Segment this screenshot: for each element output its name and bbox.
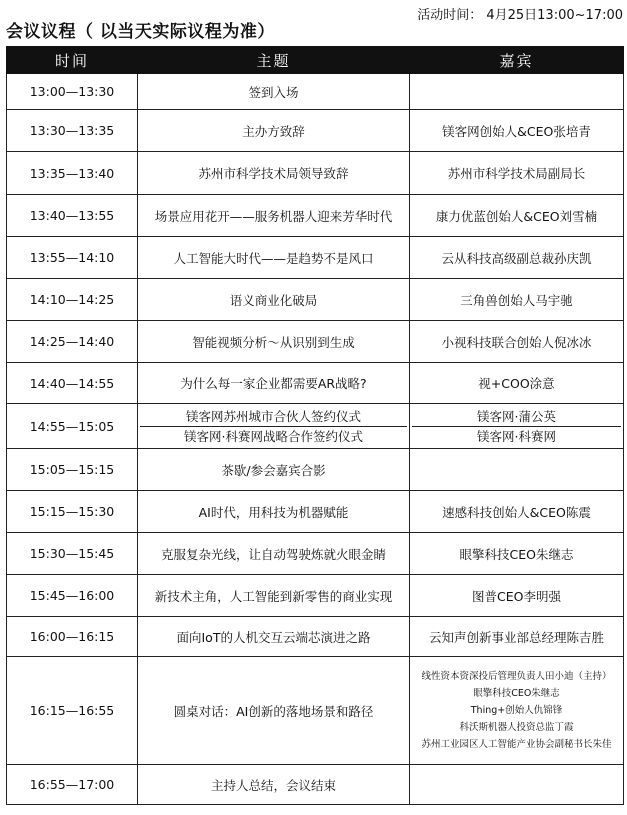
topic-cell: 智能视频分析～从识别到生成 <box>138 321 410 363</box>
table-row <box>7 617 624 657</box>
topic-cell: 苏州市科学技术局领导致辞 <box>138 152 410 195</box>
table-row <box>7 237 624 279</box>
time-cell: 14:10—14:25 <box>7 279 138 321</box>
table-row <box>7 765 624 805</box>
table-row <box>7 321 624 363</box>
panelist: Thing+创始人仇锦锋 <box>470 705 563 716</box>
topic-cell: 人工智能大时代——是趋势不是风口 <box>138 237 410 279</box>
time-cell: 14:25—14:40 <box>7 321 138 363</box>
table-row <box>7 74 624 110</box>
table-row <box>7 491 624 533</box>
topic-cell: 克服复杂光线，让自动驾驶炼就火眼金睛 <box>138 533 410 575</box>
guest-cell: 小视科技联合创始人倪冰冰 <box>410 321 624 363</box>
table-row <box>7 575 624 617</box>
time-cell: 15:15—15:30 <box>7 491 138 533</box>
panelist: 科沃斯机器人投资总监丁霞 <box>459 722 574 733</box>
column-header-topic: 主题 <box>138 47 410 74</box>
topic-cell: 茶歇/参会嘉宾合影 <box>138 449 410 491</box>
table-row <box>7 279 624 321</box>
signing-topic: 镁客网·科赛网战略合作签约仪式 <box>140 426 407 446</box>
time-cell: 15:05—15:15 <box>7 449 138 491</box>
column-header-guest: 嘉宾 <box>410 47 624 74</box>
time-cell: 16:15—16:55 <box>7 657 138 765</box>
guest-cell: 图普CEO李明强 <box>410 575 624 617</box>
topic-cell: 面向IoT的人机交互云端芯演进之路 <box>138 617 410 657</box>
topic-cell: 签到入场 <box>138 74 410 110</box>
time-cell: 14:40—14:55 <box>7 363 138 404</box>
topic-cell: 语义商业化破局 <box>138 279 410 321</box>
table-row <box>7 449 624 491</box>
time-cell: 13:35—13:40 <box>7 152 138 195</box>
guest-cell <box>410 657 624 765</box>
guest-cell: 云从科技高级副总裁孙庆凯 <box>410 237 624 279</box>
time-cell: 13:55—14:10 <box>7 237 138 279</box>
topic-cell: 为什么每一家企业都需要AR战略? <box>138 363 410 404</box>
panelist: 眼擎科技CEO朱继志 <box>473 688 560 699</box>
topic-cell: 圆桌对话：AI创新的落地场景和路径 <box>138 657 410 765</box>
guest-cell <box>410 74 624 110</box>
guest-cell: 三角兽创始人马宇驰 <box>410 279 624 321</box>
time-cell: 14:55—15:05 <box>7 404 138 449</box>
topic-cell: 新技术主角，人工智能到新零售的商业实现 <box>138 575 410 617</box>
time-cell: 13:00—13:30 <box>7 74 138 110</box>
agenda-table <box>6 46 624 805</box>
guest-cell: 康力优蓝创始人&CEO刘雪楠 <box>410 195 624 237</box>
table-header-row <box>7 47 624 74</box>
topic-cell: AI时代，用科技为机器赋能 <box>138 491 410 533</box>
signing-guest: 镁客网·蒲公英 <box>477 408 556 424</box>
guest-cell: 眼擎科技CEO朱继志 <box>410 533 624 575</box>
guest-cell <box>410 449 624 491</box>
guest-cell: 苏州市科学技术局副局长 <box>410 152 624 195</box>
topic-cell: 场景应用花开——服务机器人迎来芳华时代 <box>138 195 410 237</box>
topic-cell: 主持人总结，会议结束 <box>138 765 410 805</box>
time-cell: 15:30—15:45 <box>7 533 138 575</box>
page-title: 会议议程（ 以当天实际议程为准） <box>6 22 275 42</box>
guest-cell: 视+COO涂意 <box>410 363 624 404</box>
table-row <box>7 404 624 449</box>
topic-cell: 主办方致辞 <box>138 110 410 152</box>
column-header-time: 时间 <box>7 47 138 74</box>
table-row <box>7 657 624 765</box>
table-row <box>7 152 624 195</box>
event-time: 活动时间： 4月25日13:00~17:00 <box>417 8 623 23</box>
time-cell: 16:00—16:15 <box>7 617 138 657</box>
panelist: 苏州工业园区人工智能产业协会副秘书长朱佳 <box>421 739 612 750</box>
table-row <box>7 363 624 404</box>
time-cell: 13:40—13:55 <box>7 195 138 237</box>
guest-cell: 速感科技创始人&CEO陈震 <box>410 491 624 533</box>
topic-cell <box>138 404 410 449</box>
time-cell: 13:30—13:35 <box>7 110 138 152</box>
signing-guest: 镁客网·科赛网 <box>412 426 621 446</box>
time-cell: 15:45—16:00 <box>7 575 138 617</box>
panelist: 线性资本资深投后管理负责人田小迪（主持） <box>421 671 612 682</box>
time-cell: 16:55—17:00 <box>7 765 138 805</box>
guest-cell: 云知声创新事业部总经理陈吉胜 <box>410 617 624 657</box>
guest-cell: 镁客网创始人&CEO张培青 <box>410 110 624 152</box>
guest-cell <box>410 404 624 449</box>
guest-cell <box>410 765 624 805</box>
table-row <box>7 195 624 237</box>
signing-topic: 镁客网苏州城市合伙人签约仪式 <box>185 408 361 424</box>
table-row <box>7 110 624 152</box>
table-row <box>7 533 624 575</box>
